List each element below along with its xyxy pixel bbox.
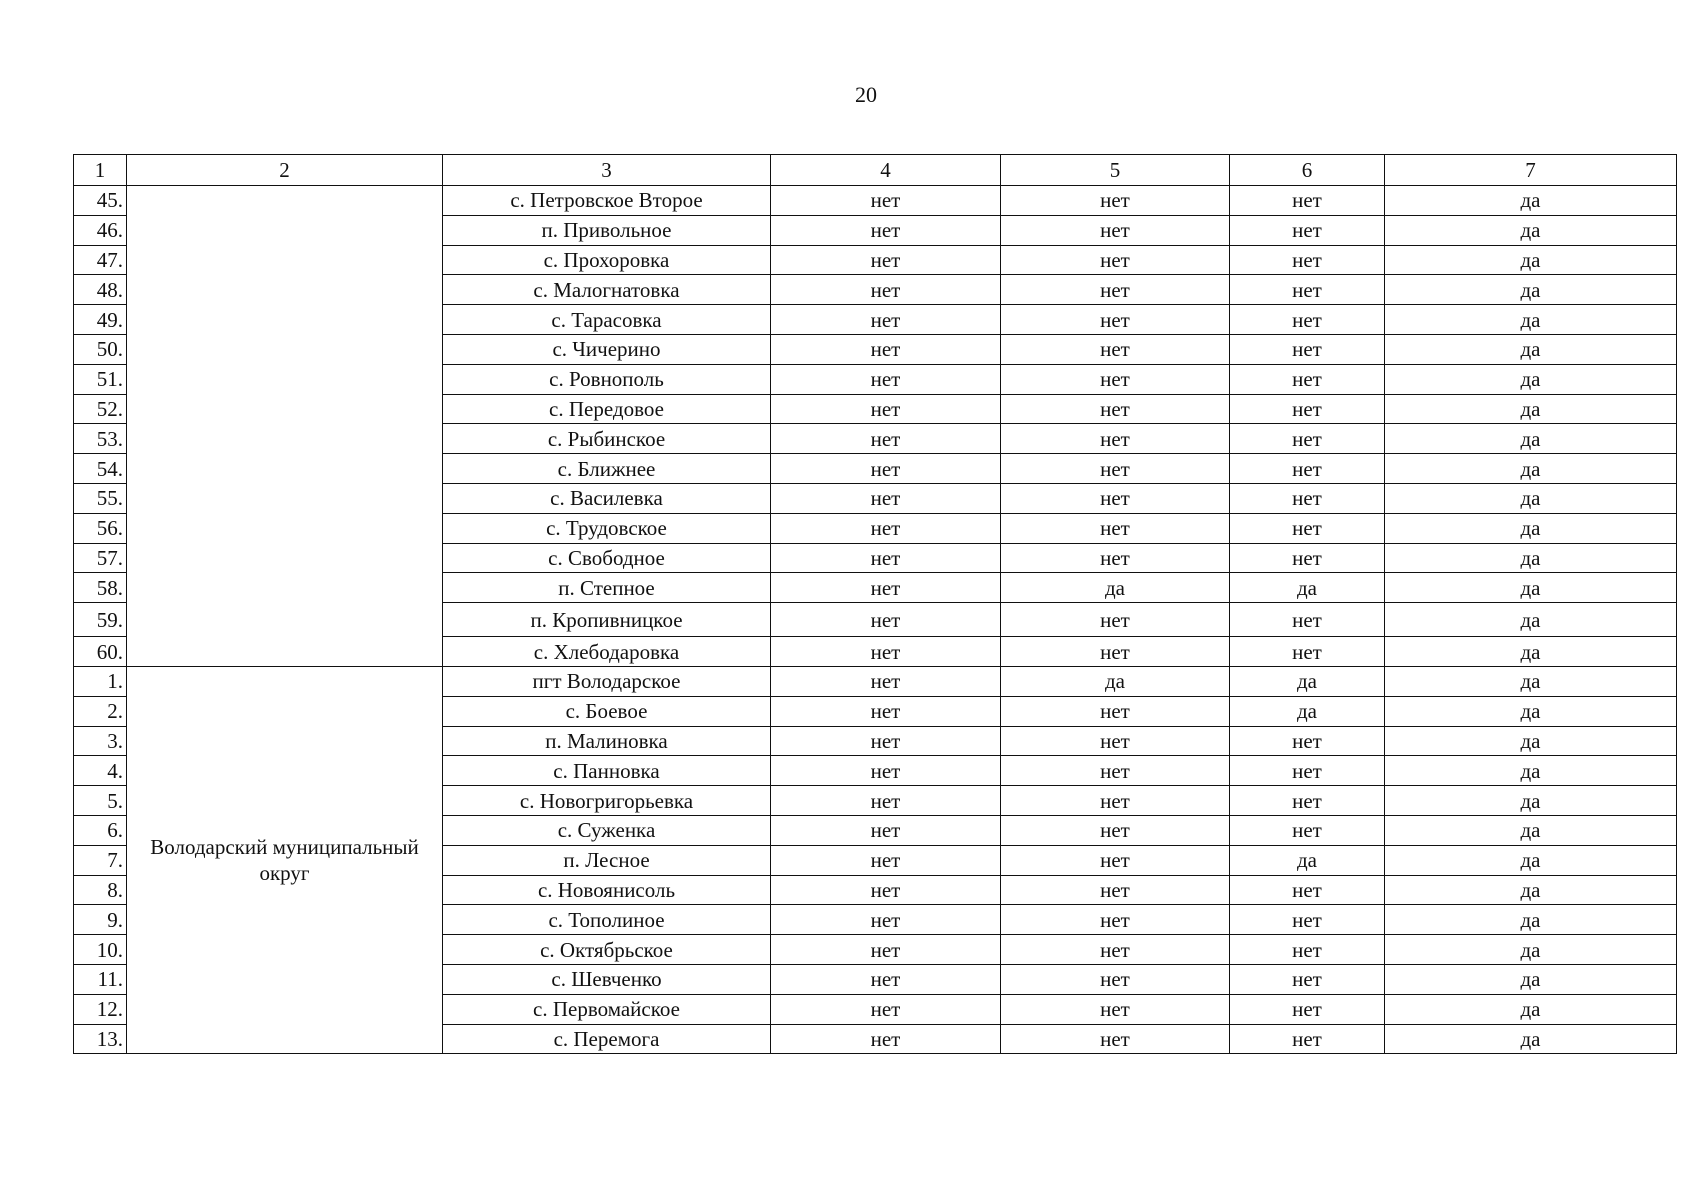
cell-col-6: нет [1230,245,1385,275]
cell-col-5: нет [1001,726,1230,756]
page-number: 20 [855,82,877,107]
cell-col-6: да [1230,845,1385,875]
header-col-5: 5 [1001,155,1230,186]
cell-col-6: нет [1230,935,1385,965]
cell-col-5: нет [1001,875,1230,905]
cell-col-7: да [1385,543,1677,573]
cell-col-7: да [1385,637,1677,667]
cell-col-7: да [1385,275,1677,305]
cell-col-7: да [1385,334,1677,364]
cell-col-5: нет [1001,845,1230,875]
settlement-name: с. Новогригорьевка [443,786,771,816]
cell-col-6: нет [1230,994,1385,1024]
row-number: 5. [74,786,127,816]
cell-col-4: нет [771,786,1001,816]
settlement-name: с. Трудовское [443,513,771,543]
settlement-name: с. Ближнее [443,454,771,484]
district-cell: Володарский муниципальный округ [127,666,443,1053]
row-number: 53. [74,424,127,454]
cell-col-6: нет [1230,543,1385,573]
cell-col-7: да [1385,666,1677,696]
cell-col-5: нет [1001,786,1230,816]
cell-col-7: да [1385,394,1677,424]
cell-col-7: да [1385,964,1677,994]
row-number: 1. [74,666,127,696]
cell-col-4: нет [771,454,1001,484]
row-number: 48. [74,275,127,305]
row-number: 4. [74,756,127,786]
row-number: 51. [74,364,127,394]
header-col-3: 3 [443,155,771,186]
cell-col-7: да [1385,1024,1677,1054]
cell-col-7: да [1385,786,1677,816]
row-number: 60. [74,637,127,667]
cell-col-4: нет [771,186,1001,216]
row-number: 11. [74,964,127,994]
cell-col-5: нет [1001,696,1230,726]
row-number: 59. [74,603,127,637]
table-row [74,666,1677,696]
cell-col-4: нет [771,573,1001,603]
cell-col-4: нет [771,964,1001,994]
settlement-name: с. Панновка [443,756,771,786]
cell-col-7: да [1385,364,1677,394]
row-number: 49. [74,305,127,335]
cell-col-7: да [1385,454,1677,484]
cell-col-7: да [1385,726,1677,756]
row-number: 52. [74,394,127,424]
cell-col-5: нет [1001,424,1230,454]
row-number: 3. [74,726,127,756]
header-col-1: 1 [74,155,127,186]
settlement-name: п. Кропивницкое [443,603,771,637]
cell-col-5: нет [1001,994,1230,1024]
cell-col-6: нет [1230,756,1385,786]
cell-col-6: нет [1230,786,1385,816]
cell-col-4: нет [771,513,1001,543]
cell-col-7: да [1385,215,1677,245]
cell-col-5: да [1001,666,1230,696]
cell-col-7: да [1385,573,1677,603]
cell-col-4: нет [771,726,1001,756]
cell-col-5: нет [1001,964,1230,994]
cell-col-5: нет [1001,186,1230,216]
cell-col-4: нет [771,815,1001,845]
table-row [74,186,1677,216]
row-number: 47. [74,245,127,275]
settlement-name: с. Новоянисоль [443,875,771,905]
cell-col-7: да [1385,994,1677,1024]
row-number: 10. [74,935,127,965]
row-number: 7. [74,845,127,875]
cell-col-4: нет [771,275,1001,305]
cell-col-4: нет [771,483,1001,513]
cell-col-5: нет [1001,454,1230,484]
cell-col-6: нет [1230,186,1385,216]
header-col-6: 6 [1230,155,1385,186]
cell-col-7: да [1385,815,1677,845]
header-col-2: 2 [127,155,443,186]
cell-col-4: нет [771,394,1001,424]
row-number: 58. [74,573,127,603]
cell-col-5: нет [1001,815,1230,845]
cell-col-4: нет [771,215,1001,245]
cell-col-7: да [1385,935,1677,965]
cell-col-4: нет [771,1024,1001,1054]
cell-col-6: да [1230,666,1385,696]
row-number: 13. [74,1024,127,1054]
cell-col-4: нет [771,935,1001,965]
settlement-name: с. Шевченко [443,964,771,994]
cell-col-6: нет [1230,513,1385,543]
cell-col-5: нет [1001,245,1230,275]
row-number: 56. [74,513,127,543]
header-col-4: 4 [771,155,1001,186]
cell-col-6: да [1230,573,1385,603]
cell-col-5: нет [1001,1024,1230,1054]
row-number: 6. [74,815,127,845]
row-number: 50. [74,334,127,364]
cell-col-7: да [1385,245,1677,275]
cell-col-6: нет [1230,815,1385,845]
cell-col-5: нет [1001,305,1230,335]
settlement-name: с. Боевое [443,696,771,726]
cell-col-5: нет [1001,756,1230,786]
cell-col-5: нет [1001,637,1230,667]
cell-col-5: нет [1001,334,1230,364]
row-number: 46. [74,215,127,245]
cell-col-6: нет [1230,905,1385,935]
cell-col-6: нет [1230,215,1385,245]
cell-col-6: нет [1230,334,1385,364]
cell-col-6: нет [1230,424,1385,454]
settlement-name: с. Суженка [443,815,771,845]
settlement-name: пгт Володарское [443,666,771,696]
row-number: 57. [74,543,127,573]
cell-col-4: нет [771,845,1001,875]
header-col-7: 7 [1385,155,1677,186]
settlement-name: с. Первомайское [443,994,771,1024]
cell-col-4: нет [771,543,1001,573]
row-number: 8. [74,875,127,905]
row-number: 2. [74,696,127,726]
cell-col-4: нет [771,245,1001,275]
cell-col-5: нет [1001,513,1230,543]
settlement-name: с. Октябрьское [443,935,771,965]
row-number: 12. [74,994,127,1024]
cell-col-7: да [1385,756,1677,786]
cell-col-5: нет [1001,543,1230,573]
settlement-name: с. Хлебодаровка [443,637,771,667]
row-number: 9. [74,905,127,935]
row-number: 54. [74,454,127,484]
settlement-name: с. Тарасовка [443,305,771,335]
settlement-name: с. Малогнатовка [443,275,771,305]
cell-col-7: да [1385,875,1677,905]
cell-col-7: да [1385,845,1677,875]
settlements-table [73,154,1677,1054]
cell-col-4: нет [771,305,1001,335]
cell-col-4: нет [771,637,1001,667]
settlement-name: с. Ровнополь [443,364,771,394]
cell-col-5: нет [1001,905,1230,935]
cell-col-6: нет [1230,726,1385,756]
cell-col-4: нет [771,603,1001,637]
cell-col-6: нет [1230,305,1385,335]
cell-col-4: нет [771,424,1001,454]
cell-col-5: да [1001,573,1230,603]
cell-col-7: да [1385,424,1677,454]
cell-col-7: да [1385,513,1677,543]
cell-col-7: да [1385,603,1677,637]
settlement-name: п. Степное [443,573,771,603]
cell-col-6: нет [1230,394,1385,424]
cell-col-6: нет [1230,275,1385,305]
row-number: 45. [74,186,127,216]
cell-col-7: да [1385,905,1677,935]
settlement-name: с. Тополиное [443,905,771,935]
cell-col-6: да [1230,696,1385,726]
settlement-name: с. Петровское Второе [443,186,771,216]
settlement-name: с. Прохоровка [443,245,771,275]
cell-col-6: нет [1230,637,1385,667]
settlement-name: п. Привольное [443,215,771,245]
cell-col-7: да [1385,305,1677,335]
settlement-name: п. Малиновка [443,726,771,756]
cell-col-6: нет [1230,454,1385,484]
cell-col-4: нет [771,666,1001,696]
cell-col-7: да [1385,483,1677,513]
cell-col-4: нет [771,756,1001,786]
table-body [74,155,1677,1054]
cell-col-6: нет [1230,964,1385,994]
cell-col-4: нет [771,334,1001,364]
cell-col-5: нет [1001,935,1230,965]
settlement-name: с. Василевка [443,483,771,513]
cell-col-5: нет [1001,364,1230,394]
cell-col-5: нет [1001,483,1230,513]
cell-col-4: нет [771,875,1001,905]
cell-col-6: нет [1230,364,1385,394]
cell-col-6: нет [1230,1024,1385,1054]
cell-col-4: нет [771,364,1001,394]
settlement-name: с. Чичерино [443,334,771,364]
cell-col-7: да [1385,696,1677,726]
cell-col-5: нет [1001,603,1230,637]
header-row [74,155,1677,186]
cell-col-5: нет [1001,275,1230,305]
cell-col-7: да [1385,186,1677,216]
settlement-name: п. Лесное [443,845,771,875]
cell-col-5: нет [1001,394,1230,424]
row-number: 55. [74,483,127,513]
cell-col-4: нет [771,696,1001,726]
settlement-name: с. Передовое [443,394,771,424]
cell-col-6: нет [1230,875,1385,905]
cell-col-6: нет [1230,483,1385,513]
district-cell [127,186,443,667]
cell-col-5: нет [1001,215,1230,245]
cell-col-6: нет [1230,603,1385,637]
settlement-name: с. Свободное [443,543,771,573]
settlement-name: с. Рыбинское [443,424,771,454]
settlement-name: с. Перемога [443,1024,771,1054]
cell-col-4: нет [771,994,1001,1024]
cell-col-4: нет [771,905,1001,935]
